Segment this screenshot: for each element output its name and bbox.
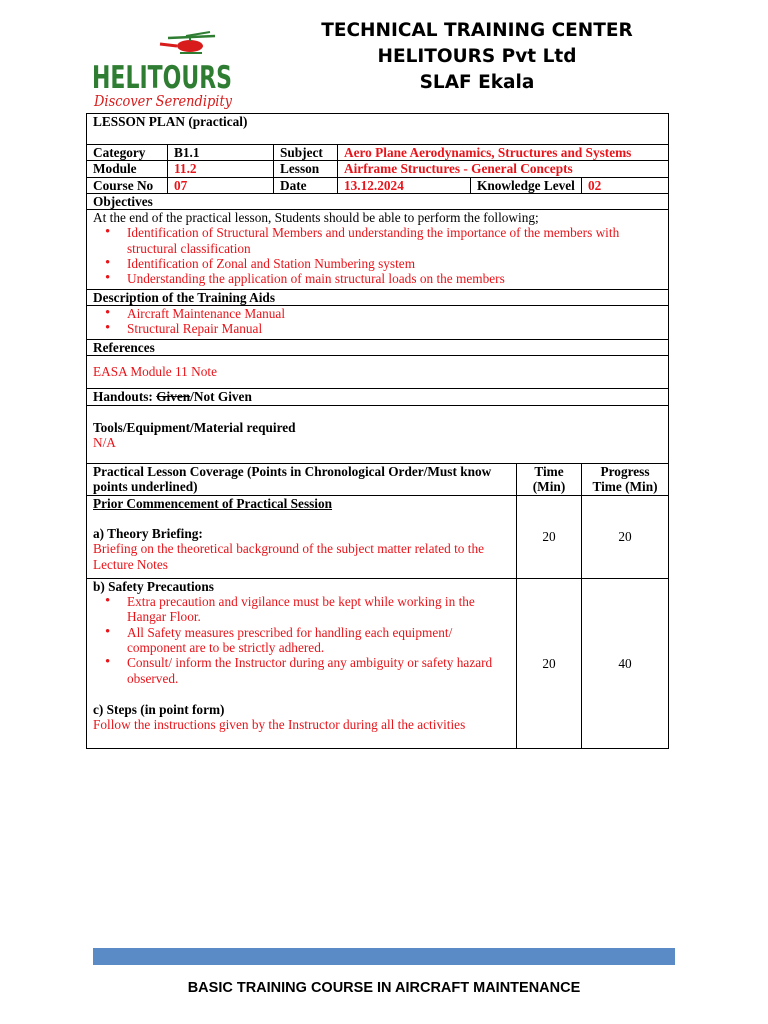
theory-briefing-cell [87,495,517,578]
tools-value: N/A [93,435,116,451]
tools-cell [87,406,669,464]
objectives-intro: At the end of the practical lesson, Students should be able to perform the following; [93,210,539,226]
subject-label: Subject [274,145,338,161]
handouts-not-given: /Not Given [190,388,252,404]
coverage-header: Practical Lesson Coverage (Points in Chronological Order/Must know points underlined) [87,464,517,496]
lesson-label: Lesson [274,161,338,177]
safety-steps-cell [87,578,517,748]
theory-progress: 20 [582,495,669,578]
subject-value: Aero Plane Aerodynamics, Structures and Systems [338,145,669,161]
footer-text: BASIC TRAINING COURSE IN AIRCRAFT MAINTENANCE [187,980,581,996]
date-label: Date [274,177,338,193]
theory-briefing-label: a) Theory Briefing: [93,526,203,542]
objectives-label: Objectives [87,193,669,209]
category-value: B1.1 [168,145,274,161]
theory-briefing-text: Briefing on the theoretical background of the subject matter related to the Lecture Notes [93,541,485,572]
helicopter-icon [160,32,215,53]
list-item: • Understanding the application of main structural loads on the members [127,271,662,286]
module-label: Module [87,161,168,177]
footer-bar [93,948,675,965]
date-value: 13.12.2024 [338,177,471,193]
list-item: • Identification of Zonal and Station Numbering system [127,256,662,271]
list-item: • Consult/ inform the Instructor during any ambiguity or safety hazard observed. [127,655,510,686]
training-aids-list [93,306,662,337]
org-line-3: SLAF Ekala [419,72,535,93]
theory-time: 20 [517,495,582,578]
course-label: Course No [87,177,168,193]
list-item: • Extra precaution and vigilance must be kept while working in the Hangar Floor. [127,594,510,625]
handouts-label: Handouts: [93,388,153,404]
safety-precautions-label: b) Safety Precautions [93,578,214,594]
safety-time: 20 [517,578,582,748]
handouts-row [87,388,669,405]
lesson-value: Airframe Structures - General Concepts [338,161,669,177]
references-value: EASA Module 11 Note [87,355,669,388]
objectives-list [93,225,662,286]
tools-label: Tools/Equipment/Material required [93,420,296,436]
list-item: • Aircraft Maintenance Manual [127,306,662,321]
module-value: 11.2 [168,161,274,177]
org-line-1: TECHNICAL TRAINING CENTER [321,20,633,41]
org-line-2: HELITOURS Pvt Ltd [377,46,577,67]
time-header: Time (Min) [517,464,582,496]
lesson-plan-table [86,113,669,749]
course-value: 07 [168,177,274,193]
objectives-cell [87,210,669,289]
handouts-given: Given [156,388,191,404]
progress-header: Progress Time (Min) [582,464,669,496]
list-item: • Structural Repair Manual [127,321,662,336]
references-label: References [87,339,669,355]
list-item: • Identification of Structural Members and understanding the importance of the members with structural classification [127,225,662,256]
lesson-plan-title: LESSON PLAN (practical) [87,114,669,145]
steps-label: c) Steps (in point form) [93,701,225,717]
helitours-logo [90,30,240,112]
prior-commencement-heading: Prior Commencement of Practical Session [93,495,333,511]
training-aids-label: Description of the Training Aids [87,289,669,305]
category-label: Category [87,145,168,161]
safety-list [93,594,510,686]
safety-progress: 40 [582,578,669,748]
logo-tagline: Discover Serendipity [93,92,233,110]
list-item: • All Safety measures prescribed for handling each equipment/ component are to be strictly adhered. [127,625,510,656]
steps-text: Follow the instructions given by the Instructor during all the activities [93,717,466,733]
logo-text: HELITOURS [92,60,232,96]
knowledge-level-label: Knowledge Level [471,177,582,193]
knowledge-level-value: 02 [582,177,669,193]
training-aids-cell [87,305,669,339]
organization-header [300,18,654,96]
